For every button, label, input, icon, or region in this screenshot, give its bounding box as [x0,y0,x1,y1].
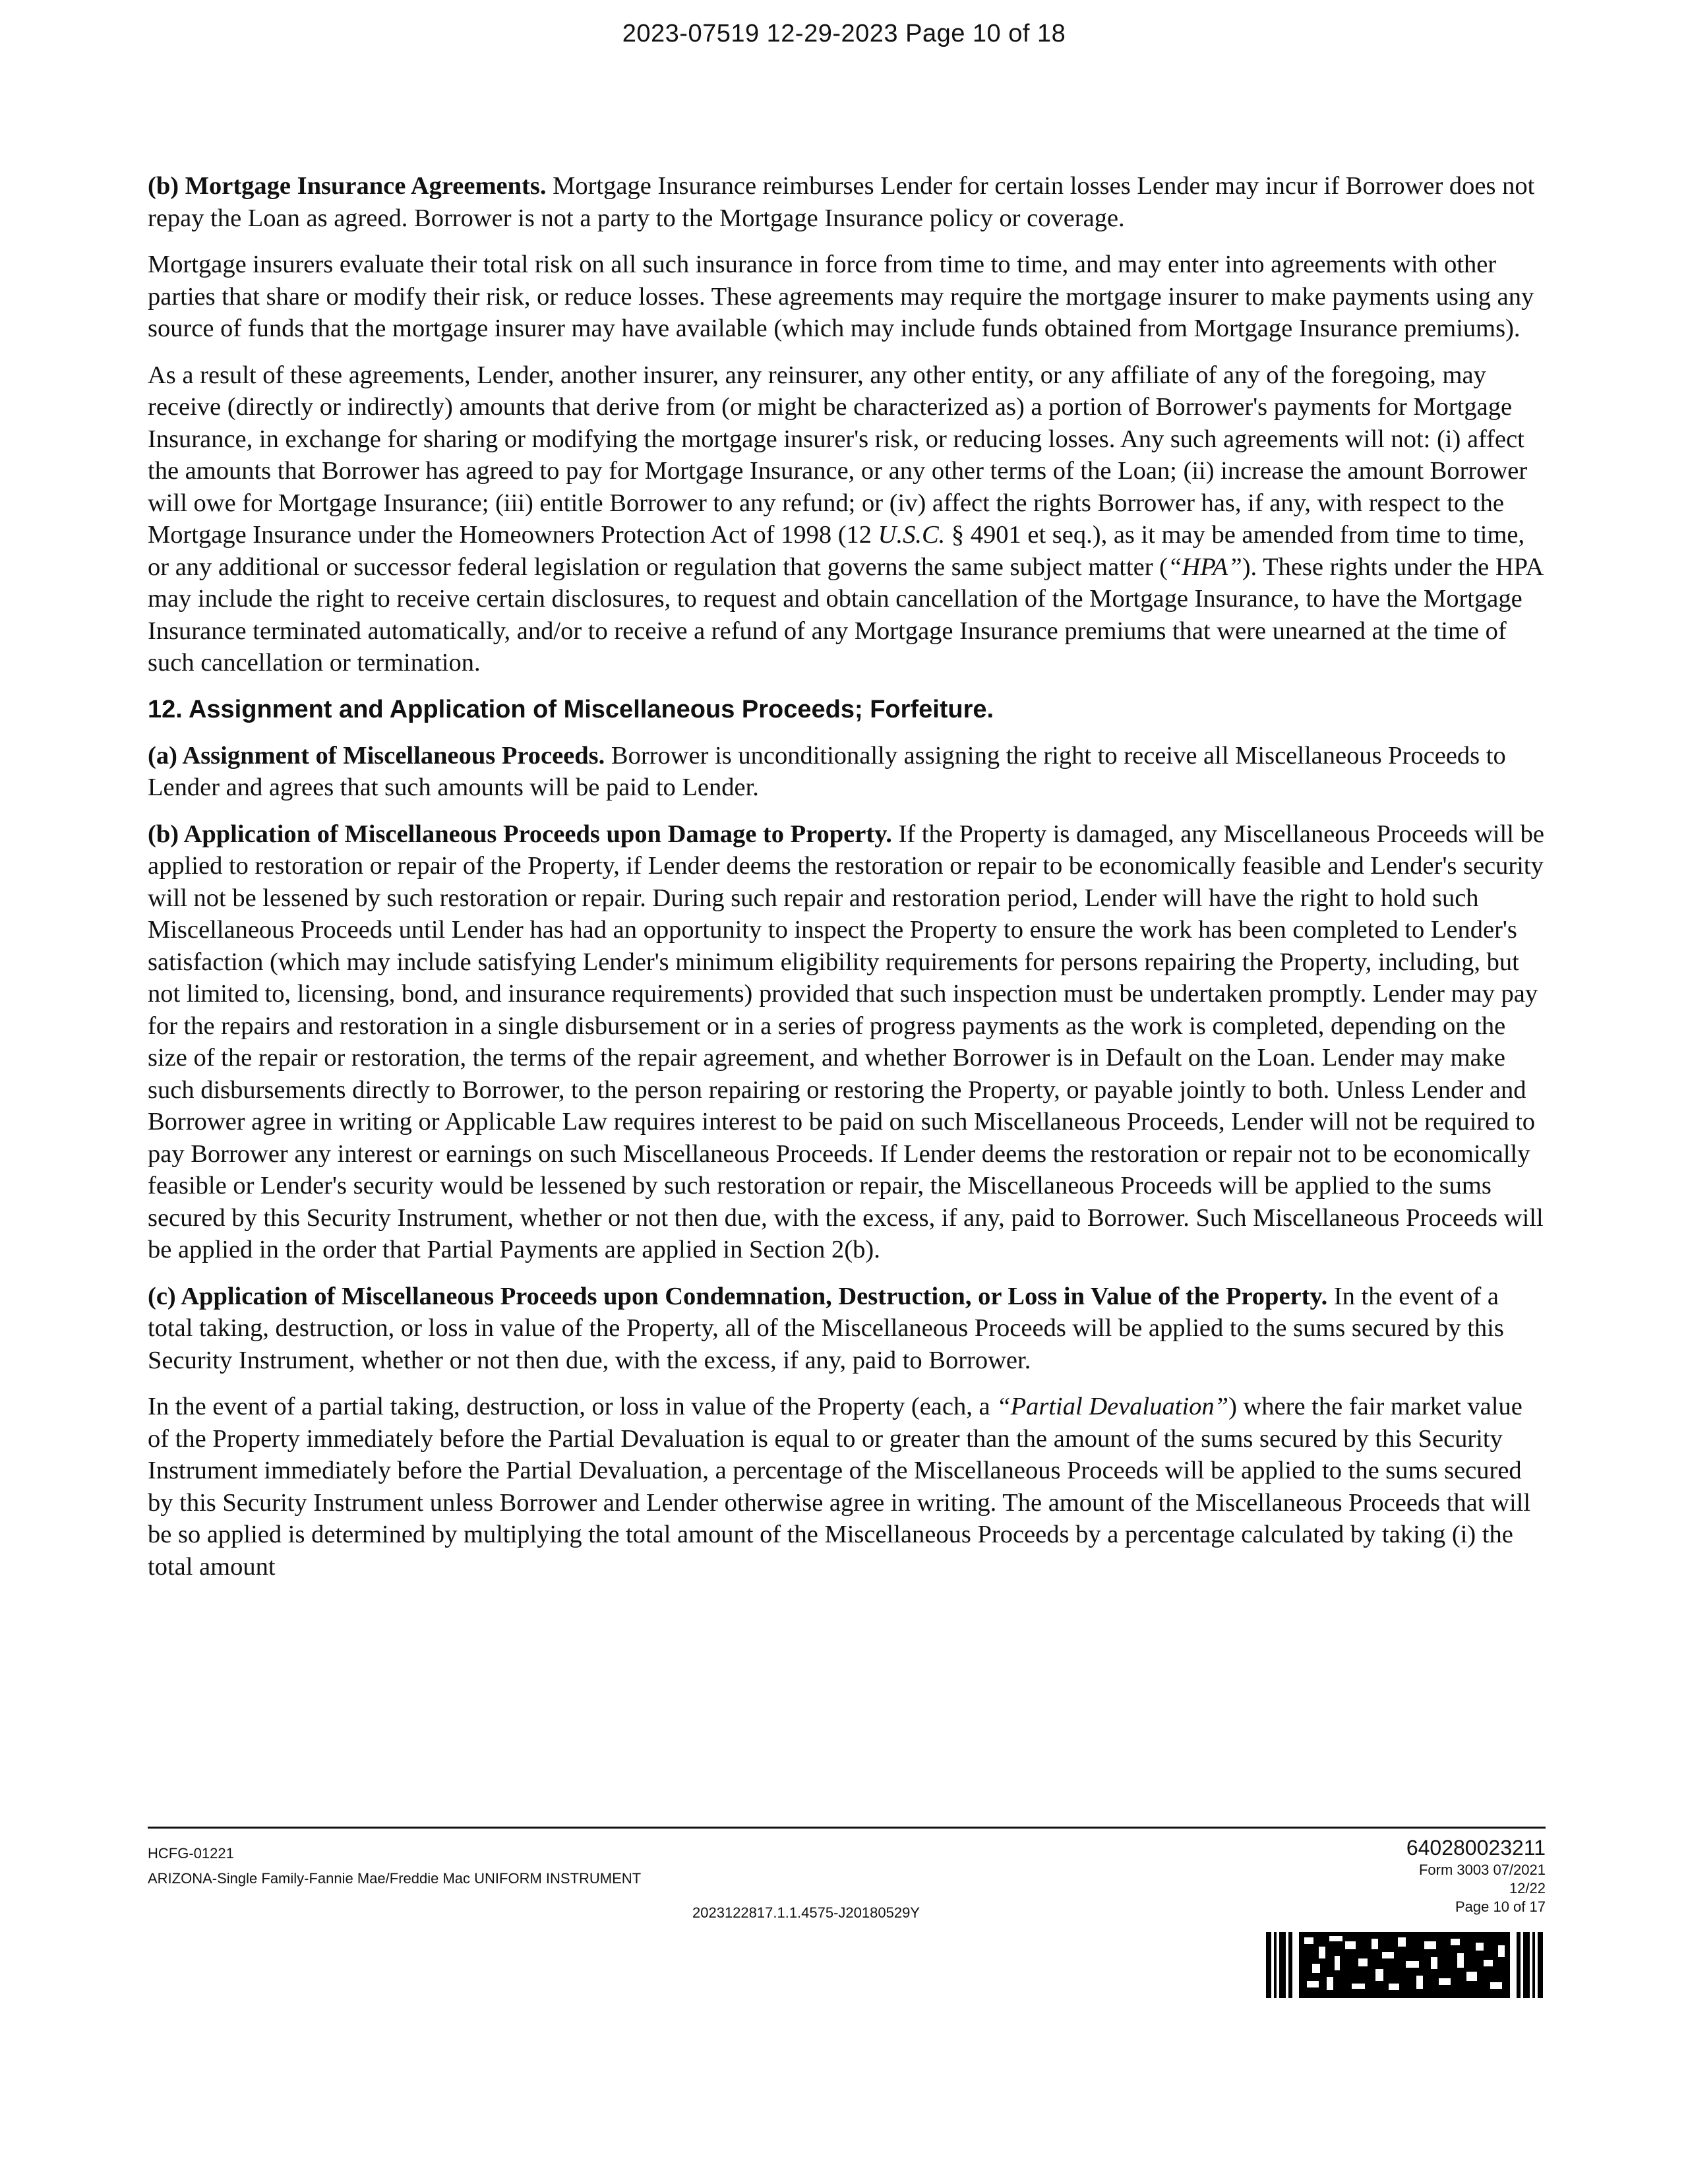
paragraph-heading: (c) Application of Miscellaneous Proceeds upon Condemnation, Destruction, or Loss in Value of the Property. [148,1282,1328,1310]
paragraph-agreements-effects: As a result of these agreements, Lender, another insurer, any reinsurer, any other entity, or any affiliate of any of the foregoing, may receive (directly or indirectly) amounts that derive from (or might be characterized as) a portion of Borrower's payments for Mortgage Insurance, in exchange for sharing or modifying the mortgage insurer's risk, or reducing losses. Any such agreements will not: (i) affect the amounts that Borrower has agreed to pay for Mortgage Insurance, or any other terms of the Loan; (ii) increase the amount Borrower will owe for Mortgage Insurance; (iii) entitle Borrower to any refund; or (iv) affect the rights Borrower has, if any, with respect to the Mortgage Insurance under the Homeowners Protection Act of 1998 (12 U.S.C. § 4901 et seq.), as it may be amended from time to time, or any additional or successor federal legislation or regulation that governs the same subject matter (“HPA”). These rights under the HPA may include the right to receive certain disclosures, to request and obtain cancellation of the Mortgage Insurance, to have the Mortgage Insurance terminated automatically, and/or to receive a refund of any Mortgage Insurance premiums that were unearned at the time of such cancellation or termination. [148,361,1543,677]
document-body [148,170,1546,1597]
paragraph-mortgage-insurers-risk: Mortgage insurers evaluate their total risk on all such insurance in force from time to time, and may enter into agreements with other parties that share or modify their risk, or reduce losses. These agreements may require the mortgage insurer to make payments using any source of funds that the mortgage insurer may have available (which may include funds obtained from Mortgage Insurance premiums). [148,251,1534,342]
paragraph-heading: (a) Assignment of Miscellaneous Proceeds. [148,741,605,770]
paragraph-partial-devaluation: In the event of a partial taking, destruction, or loss in value of the Property (each, a “Partial Devaluation”) where the fair market value of the Property immediately before the Partial Devaluation is equal to or greater than the amount of the sums secured by this Security Instrument immediately before the Partial Devaluation, a percentage of the Miscellaneous Proceeds will be applied to the sums secured by this Security Instrument unless Borrower and Lender otherwise agree in writing. The amount of the Miscellaneous Proceeds that will be so applied is determined by multiplying the total amount of the Miscellaneous Proceeds by a percentage calculated by taking (i) the total amount [148,1393,1531,1581]
instrument-title: ARIZONA-Single Family-Fannie Mae/Freddie Mac UNIFORM INSTRUMENT [148,1870,642,1887]
paragraph-mortgage-insurance-agreements: (b) Mortgage Insurance Agreements. Mortgage Insurance reimburses Lender for certain losses Lender may incur if Borrower does not repay the Loan as agreed. Borrower is not a party to the Mortgage Insurance policy or coverage. [148,172,1535,232]
footer-divider [148,1827,1546,1829]
footer-form-info [148,1841,641,1891]
section-12-title: 12. Assignment and Application of Miscellaneous Proceeds; Forfeiture. [148,695,994,723]
paragraph-heading: (b) Mortgage Insurance Agreements. [148,172,547,200]
loan-number: 640280023211 [1406,1836,1546,1860]
paragraph-damage-to-property: (b) Application of Miscellaneous Proceeds upon Damage to Property. If the Property is damaged, any Miscellaneous Proceeds will be applied to restoration or repair of the Property, if Lender deems the restoration or repair to be economically feasible and Lender's security will not be lessened by such restoration or repair. During such repair and restoration period, Lender will have the right to hold such Miscellaneous Proceeds until Lender has had an opportunity to inspect the Property to ensure the work has been completed to Lender's satisfaction (which may include satisfying Lender's minimum eligibility requirements for persons repairing the Property, including, but not limited to, licensing, bond, and insurance requirements) provided that such inspection must be undertaken promptly. Lender may pay for the repairs and restoration in a single disbursement or in a series of progress payments as the work is completed, depending on the size of the repair or restoration, the terms of the repair agreement, and whether Borrower is in Default on the Loan. Lender may make such disbursements directly to Borrower, to the person repairing or restoring the Property, or payable jointly to both. Unless Lender and Borrower agree in writing or Applicable Law requires interest to be paid on such Miscellaneous Proceeds, Lender will not be required to pay Borrower any interest or earnings on such Miscellaneous Proceeds. If Lender deems the restoration or repair not to be economically feasible or Lender's security would be lessened by such restoration or repair, the Miscellaneous Proceeds will be applied to the sums secured by this Security Instrument, whether or not then due, with the excess, if any, paid to Borrower. Such Miscellaneous Proceeds will be applied in the order that Partial Payments are applied in Section 2(b). [148,820,1544,1263]
form-page-number: Page 10 of 17 [1455,1898,1546,1915]
paragraph-condemnation: (c) Application of Miscellaneous Proceeds upon Condemnation, Destruction, or Loss in Value of the Property. In the event of a total taking, destruction, or loss in value of the Property, all of the Miscellaneous Proceeds will be applied to the sums secured by this Security Instrument, whether or not then due, with the excess, if any, paid to Borrower. [148,1282,1504,1374]
form-number: Form 3003 07/2021 [1418,1862,1546,1878]
footer-doc-id: 2023122817.1.1.4575-J20180529Y [692,1904,920,1921]
form-code: HCFG-01221 [148,1845,234,1862]
paragraph-heading: (b) Application of Miscellaneous Proceeds upon Damage to Property. [148,820,892,848]
footer-loan-info [1406,1835,1546,1916]
form-revision: 12/22 [1509,1880,1546,1896]
paragraph-assignment-misc-proceeds: (a) Assignment of Miscellaneous Proceeds. Borrower is unconditionally assigning the right to receive all Miscellaneous Proceeds to Lender and agrees that such amounts will be paid to Lender. [148,741,1506,801]
barcode-icon [1266,1932,1543,1998]
recording-header: 2023-07519 12-29-2023 Page 10 of 18 [622,20,1066,47]
